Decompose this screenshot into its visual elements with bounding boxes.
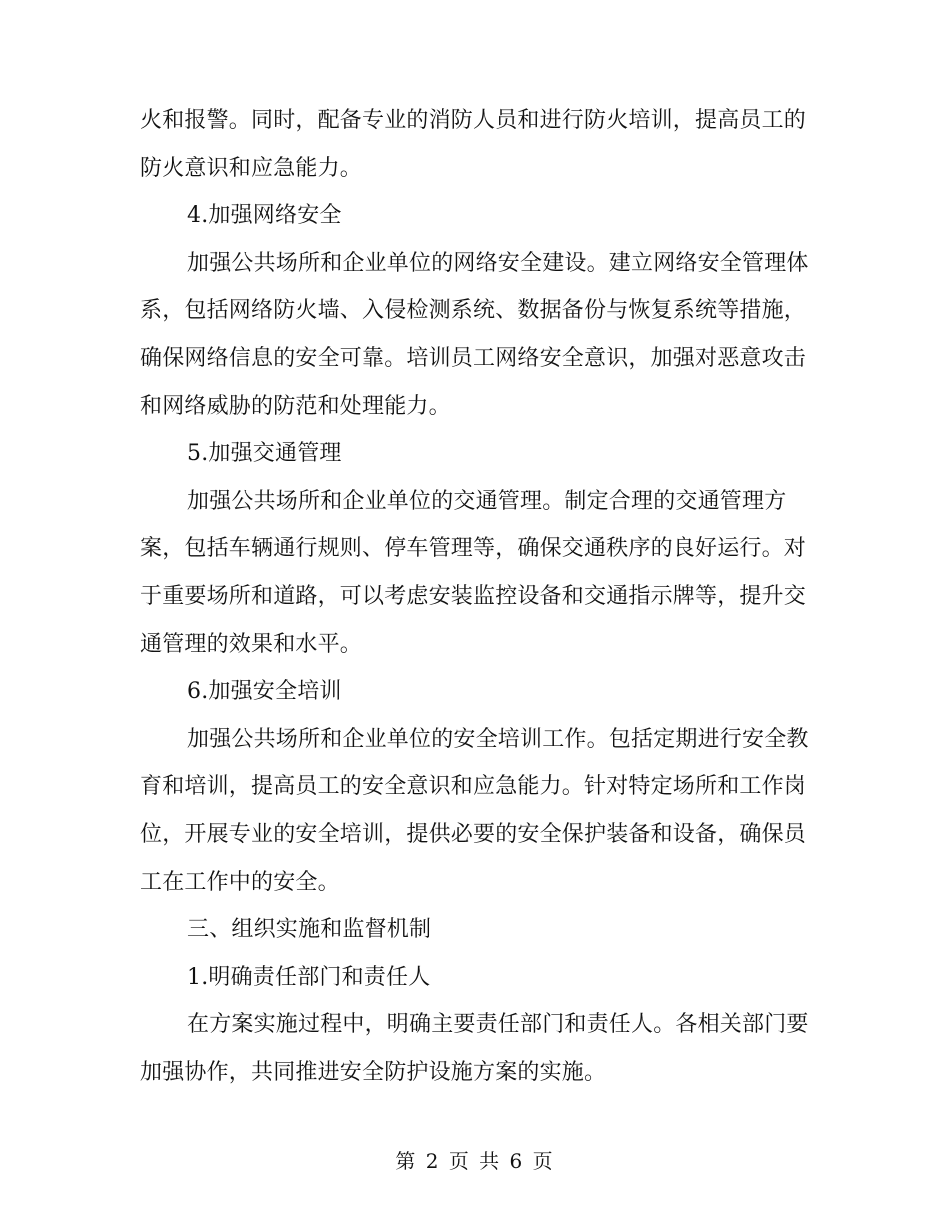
heading-traffic-management-line: 5.加强交通管理 xyxy=(187,441,342,467)
heading-safety-training-line: 6.加强安全培训 xyxy=(187,679,342,705)
heading-responsibility-line: 1.明确责任部门和责任人 xyxy=(187,964,431,990)
para-network-security-line: 和网络威胁的防范和处理能力。 xyxy=(140,393,451,419)
para-responsibility-line: 在方案实施过程中，明确主要责任部门和责任人。各相关部门要 xyxy=(187,1012,809,1038)
para-safety-training-line: 工在工作中的安全。 xyxy=(140,869,340,895)
para-safety-training-line: 加强公共场所和企业单位的安全培训工作。包括定期进行安全教 xyxy=(187,726,809,752)
para-traffic-management-line: 于重要场所和道路，可以考虑安装监控设备和交通指示牌等，提升交 xyxy=(140,583,807,609)
heading-implementation-supervision-line: 三、组织实施和监督机制 xyxy=(187,917,432,943)
heading-network-security-line: 4.加强网络安全 xyxy=(187,203,342,229)
para-responsibility-line: 加强协作，共同推进安全防护设施方案的实施。 xyxy=(140,1059,607,1085)
para-safety-training-line: 位，开展专业的安全培训，提供必要的安全保护装备和设备，确保员 xyxy=(140,821,807,847)
para-traffic-management-line: 案，包括车辆通行规则、停车管理等，确保交通秩序的良好运行。对 xyxy=(140,536,807,562)
para-fire-end-line: 火和报警。同时，配备专业的消防人员和进行防火培训，提高员工的 xyxy=(140,108,807,133)
para-network-security-line: 确保网络信息的安全可靠。培训员工网络安全意识，加强对恶意攻击 xyxy=(140,345,807,371)
para-fire-end-line: 防火意识和应急能力。 xyxy=(140,155,363,181)
para-safety-training-line: 育和培训，提高员工的安全意识和应急能力。针对特定场所和工作岗 xyxy=(140,774,807,800)
para-network-security-line: 系，包括网络防火墙、入侵检测系统、数据备份与恢复系统等措施， xyxy=(140,298,807,324)
para-traffic-management-line: 加强公共场所和企业单位的交通管理。制定合理的交通管理方 xyxy=(187,488,787,514)
para-network-security-line: 加强公共场所和企业单位的网络安全建设。建立网络安全管理体 xyxy=(187,250,809,276)
page-footer: 第 2 页 共 6 页 xyxy=(395,1149,555,1173)
document-body xyxy=(140,97,810,1096)
para-traffic-management-line: 通管理的效果和水平。 xyxy=(140,631,363,657)
